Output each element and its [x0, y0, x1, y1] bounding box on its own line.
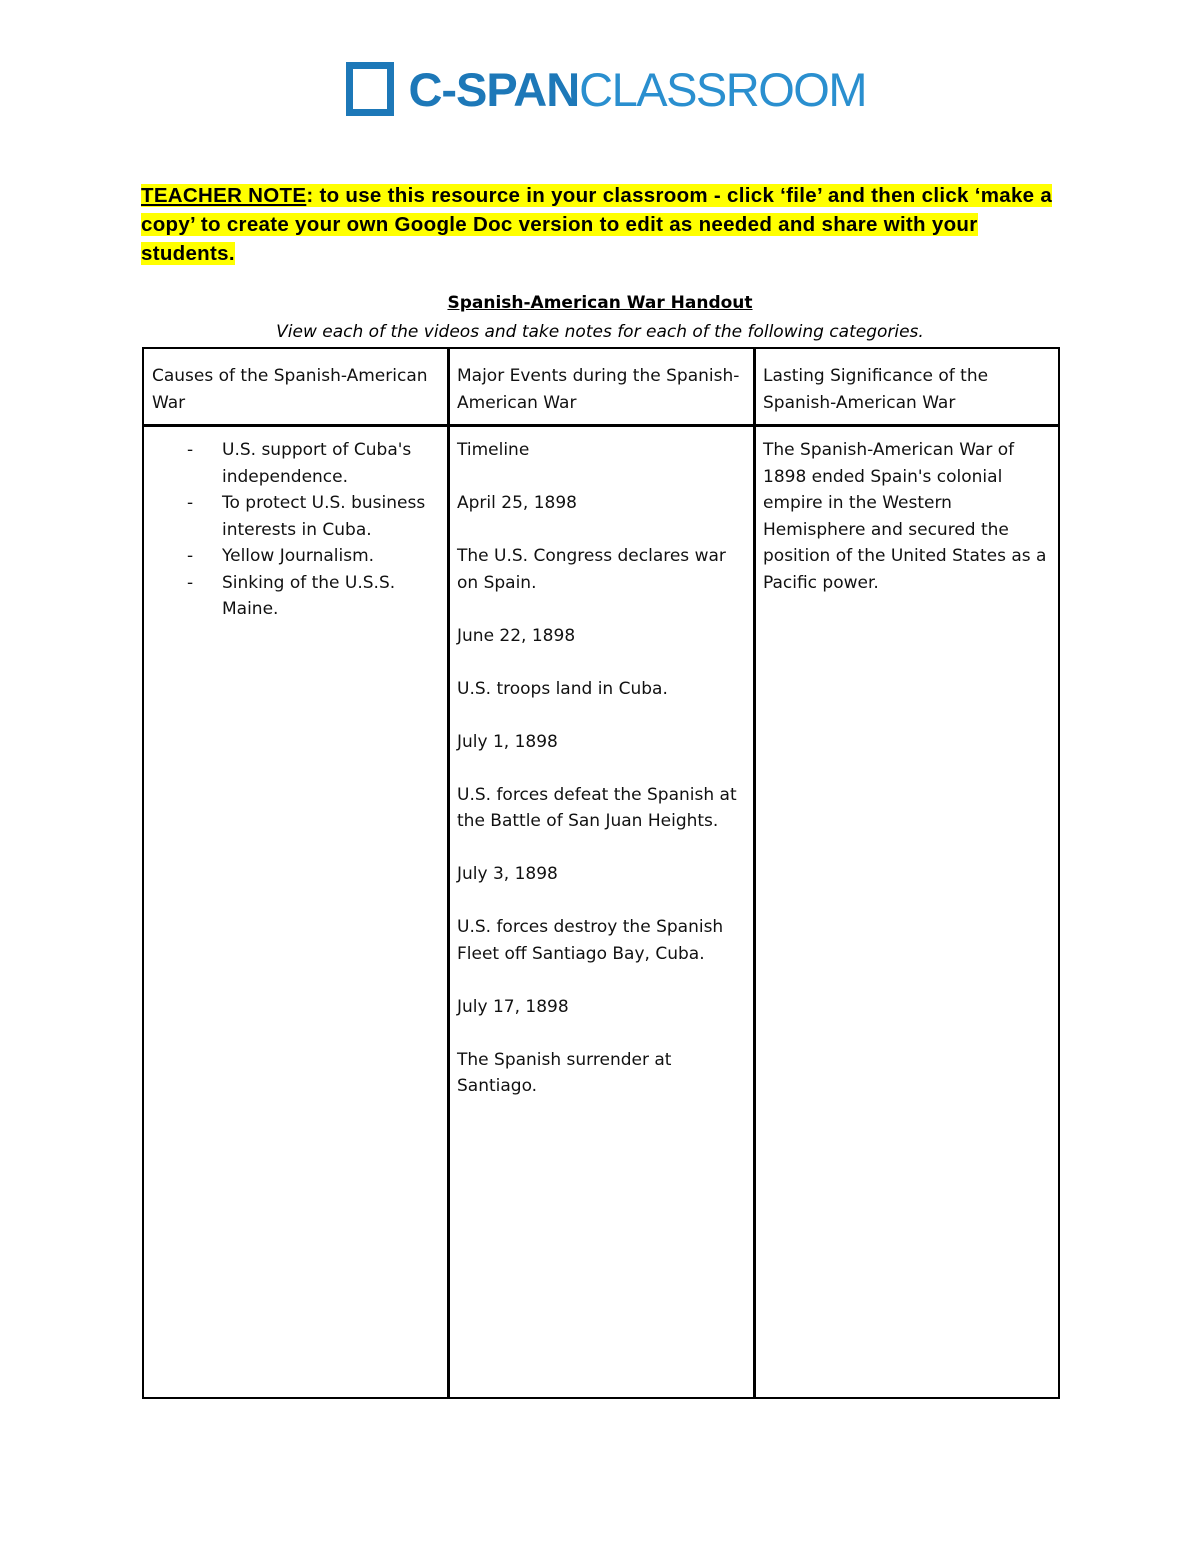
teacher-note-label: TEACHER NOTE	[141, 184, 307, 207]
header-significance: Lasting Significance of the Spanish-American War	[763, 366, 989, 413]
logo-classroom-text: CLASSROOM	[579, 62, 866, 116]
header-divider	[144, 424, 1058, 427]
event-date: July 3, 1898	[457, 864, 558, 884]
header-major-events: Major Events during the Spanish-American War	[457, 366, 740, 413]
event-date: July 1, 1898	[457, 731, 558, 752]
teacher-note-text: : to use this resource in your classroom - click ‘file’ and then click ‘make a copy’ to create your own Google Doc version to edit as needed and share with your students.	[141, 184, 1053, 265]
event-description: U.S. forces defeat the Spanish at the Battle of San Juan Heights.	[457, 784, 737, 831]
timeline-heading: Timeline	[457, 440, 530, 460]
list-item: - Sinking of the U.S.S. Maine.	[187, 572, 396, 619]
event-description: U.S. troops land in Cuba.	[457, 678, 668, 699]
cspan-classroom-logo	[346, 62, 866, 116]
event-date: June 22, 1898	[457, 625, 576, 646]
event-date: July 17, 1898	[457, 996, 569, 1017]
causes-list	[152, 437, 442, 623]
logo-cspan-text: C-SPAN	[408, 62, 580, 116]
list-item: - To protect U.S. business interests in Cuba.	[187, 493, 426, 540]
column-divider	[753, 349, 756, 1397]
event-description: U.S. forces destroy the Spanish Fleet off Santiago Bay, Cuba.	[457, 917, 724, 964]
notes-table	[142, 347, 1060, 1399]
teacher-note	[141, 181, 1071, 268]
event-date: April 25, 1898	[457, 493, 577, 513]
column-divider	[447, 349, 450, 1397]
handout-title: Spanish-American War Handout	[447, 293, 753, 313]
list-item: - Yellow Journalism.	[187, 546, 375, 566]
event-description: The Spanish surrender at Santiago.	[457, 1049, 672, 1096]
events-cell	[457, 437, 747, 1100]
header-causes: Causes of the Spanish-American War	[152, 366, 428, 413]
logo-wordmark	[408, 62, 866, 116]
logo-square-icon	[346, 62, 394, 116]
event-description: The U.S. Congress declares war on Spain.	[457, 546, 726, 593]
causes-cell	[152, 437, 442, 623]
list-item: - U.S. support of Cuba's independence.	[187, 440, 412, 487]
handout-subtitle: View each of the videos and take notes for each of the following categories.	[276, 322, 924, 342]
significance-cell: The Spanish-American War of 1898 ended Spain's colonial empire in the Western Hemisphere and secured the position of the United States as a Pacific power.	[763, 440, 1047, 593]
